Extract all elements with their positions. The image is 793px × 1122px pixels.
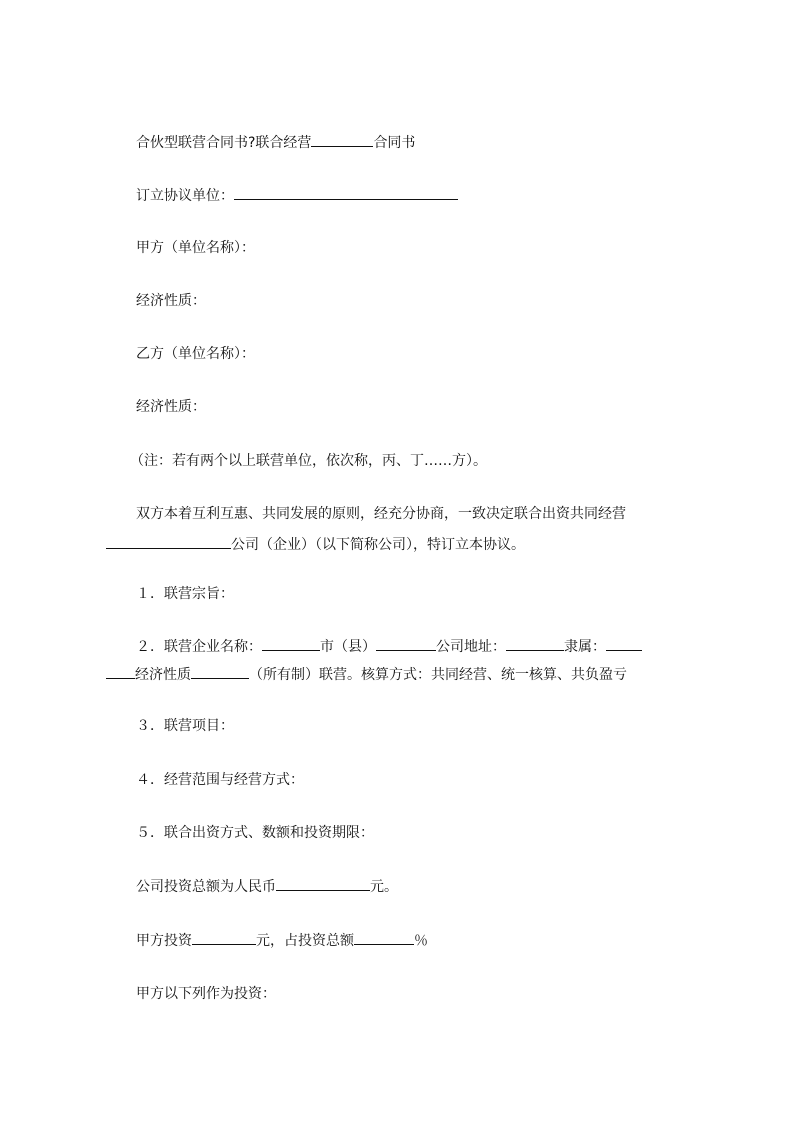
affiliation-blank xyxy=(606,636,642,651)
note-text: （注：若有两个以上联营单位，依次称，丙、丁……方）。 xyxy=(130,453,487,469)
clause-3: ３．联营项目： xyxy=(136,718,234,734)
clause-4: ４．经营范围与经营方式： xyxy=(136,772,304,788)
party-a-items: 甲方以下列作为投资： xyxy=(136,986,276,1002)
clause-5: ５．联合出资方式、数额和投资期限： xyxy=(136,825,374,841)
preamble-line-2: 公司（企业）（以下简称公司），特订立本协议。 xyxy=(106,534,525,554)
party-a-percent-blank xyxy=(354,930,414,945)
company-name-blank xyxy=(106,534,231,549)
party-a-investment-line: 甲方投资 元，占投资总额 ％ xyxy=(136,930,428,950)
total-investment-line: 公司投资总额为人民币 元。 xyxy=(136,876,398,896)
county-blank xyxy=(376,636,436,651)
party-a-amount-blank xyxy=(192,930,256,945)
clause-2-line-1: ２．联营企业名称： 市（县） 公司地址： 隶属： xyxy=(136,636,642,656)
preamble-line-1: 双方本着互利互惠、共同发展的原则，经充分协商，一致决定联合出资共同经营 xyxy=(136,506,626,522)
signing-party-blank xyxy=(234,185,458,200)
party-a-nature: 经济性质： xyxy=(136,293,206,309)
ownership-blank xyxy=(191,664,249,679)
party-b-nature: 经济性质： xyxy=(136,399,206,415)
address-blank xyxy=(506,636,564,651)
party-a-name: 甲方（单位名称）： xyxy=(136,240,255,256)
signing-party-line: 订立协议单位： xyxy=(136,185,458,205)
total-investment-blank xyxy=(276,876,370,891)
title-blank xyxy=(311,132,373,147)
party-b-name: 乙方（单位名称）： xyxy=(136,346,255,362)
city-blank xyxy=(262,636,320,651)
affiliation-blank-cont xyxy=(106,664,135,679)
clause-1: １．联营宗旨： xyxy=(136,586,234,602)
document-title: 合伙型联营合同书?联合经营 合同书 xyxy=(136,132,415,152)
clause-2-line-2: 经济性质 （所有制）联营。核算方式：共同经营、统一核算、共负盈亏 xyxy=(106,664,627,684)
